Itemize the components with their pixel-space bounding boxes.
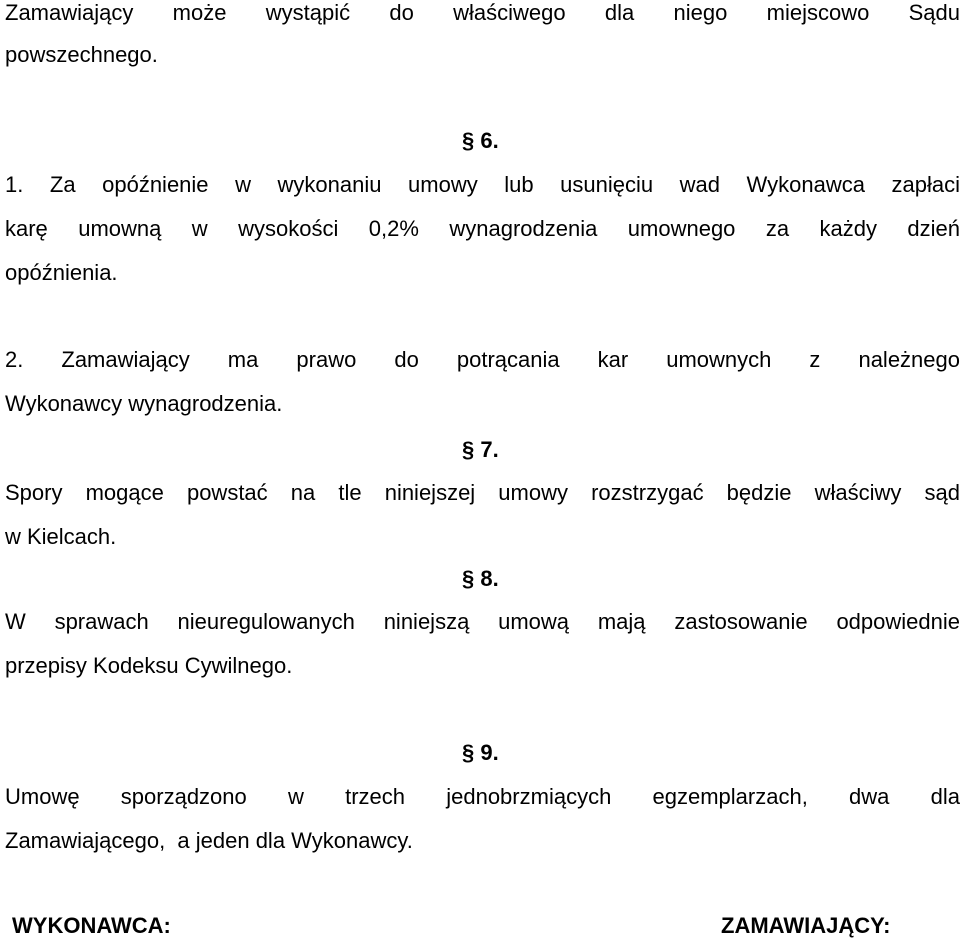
section-7-line-2: w Kielcach. [5, 524, 117, 549]
contractor-signature-label: WYKONAWCA: [12, 913, 171, 938]
section-7-heading: § 7. [462, 437, 499, 462]
section-8-line-1: W sprawach nieuregulowanych niniejszą umową mają zastosowanie odpowiednie [5, 609, 960, 634]
intro-line-1: Zamawiający może wystąpić do właściwego dla niego miejscowo Sądu [5, 0, 960, 25]
section-9-heading: § 9. [462, 740, 499, 765]
section-7-line-1: Spory mogące powstać na tle niniejszej umowy rozstrzygać będzie właściwy sąd [5, 480, 960, 505]
section-6-p2-line-2: Wykonawcy wynagrodzenia. [5, 391, 283, 416]
section-6-p1-line-3: opóźnienia. [5, 260, 118, 285]
section-6-p1-line-1: 1. Za opóźnienie w wykonaniu umowy lub usunięciu wad Wykonawca zapłaci [5, 172, 960, 197]
section-8-line-2: przepisy Kodeksu Cywilnego. [5, 653, 293, 678]
client-signature-label: ZAMAWIAJĄCY: [721, 913, 891, 938]
section-6-p2-line-1: 2. Zamawiający ma prawo do potrącania kar umownych z należnego [5, 347, 960, 372]
section-9-line-1: Umowę sporządzono w trzech jednobrzmiących egzemplarzach, dwa dla [5, 784, 960, 809]
section-8-heading: § 8. [462, 566, 499, 591]
section-6-p1-line-2: karę umowną w wysokości 0,2% wynagrodzenia umownego za każdy dzień [5, 216, 960, 241]
intro-line-2: powszechnego. [5, 42, 158, 67]
section-9-line-2: Zamawiającego, a jeden dla Wykonawcy. [5, 828, 413, 853]
section-6-heading: § 6. [462, 128, 499, 153]
